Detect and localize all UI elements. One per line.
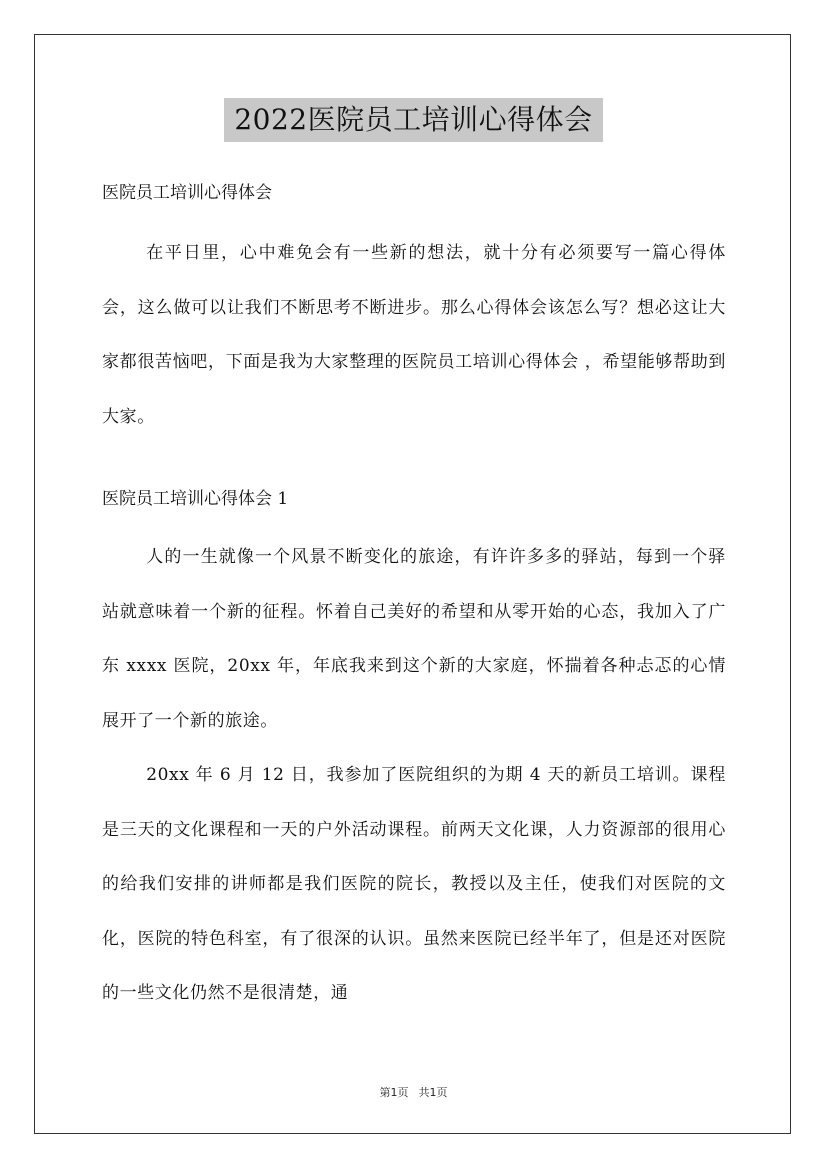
page-footer (0, 1084, 827, 1100)
document-title: 2022医院员工培训心得体会 (224, 98, 602, 142)
page-total: 共1页 (418, 1086, 448, 1099)
section-heading: 医院员工培训心得体会 (102, 183, 272, 203)
body-paragraph-2: 20xx 年 6 月 12 日，我参加了医院组织的为期 4 天的新员工培训。课程是三天的文化课程和一天的户外活动课程。前两天文化课，人力资源部的很用心的给我们安排的讲师都是我们医院的院长，教授以及主任，使我们对医院的文化，医院的特色科室，有了很深的认识。虽然来医院已经半年了，但是还对医院的一些文化仍然不是很清楚，通 (102, 765, 726, 1003)
page-number: 第1页 (379, 1086, 409, 1099)
body-paragraph-1: 人的一生就像一个风景不断变化的旅途，有许许多多的驿站，每到一个驿站就意味着一个新的征程。怀着自己美好的希望和从零开始的心态，我加入了广东 xxxx 医院，20xx 年，年底我来到这个新的大家庭，怀揣着各种忐忑的心情展开了一个新的旅途。 (102, 547, 726, 731)
title-wrapper (0, 98, 827, 142)
article-heading: 医院员工培训心得体会 1 (102, 489, 289, 509)
intro-paragraph: 在平日里，心中难免会有一些新的想法，就十分有必须要写一篇心得体会，这么做可以让我们不断思考不断进步。那么心得体会该怎么写？想必这让大家都很苦恼吧，下面是我为大家整理的医院员工培训心得体会 ，希望能够帮助到大家。 (102, 243, 726, 427)
document-body (102, 174, 726, 1021)
